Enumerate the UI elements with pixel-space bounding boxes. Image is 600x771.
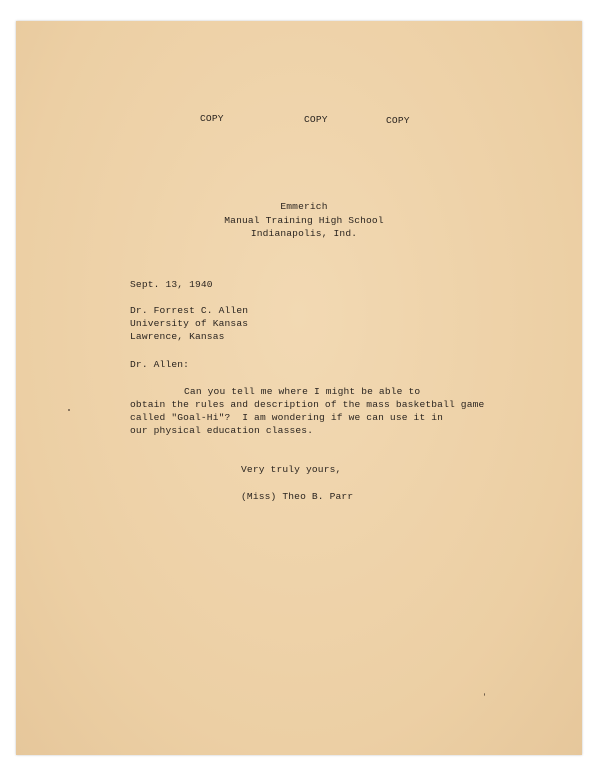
body-line-1: Can you tell me where I might be able to (184, 386, 421, 397)
body-line-4: our physical education classes. (130, 425, 314, 436)
copy-mark-3: COPY (386, 115, 410, 126)
copy-mark-2: COPY (304, 114, 328, 125)
closing: Very truly yours, (241, 464, 342, 475)
copy-mark-1: COPY (200, 113, 224, 124)
letter-page (16, 21, 582, 755)
recipient-organization: University of Kansas (130, 318, 249, 329)
recipient-city: Lawrence, Kansas (130, 331, 225, 342)
letterhead-line-3: Indianapolis, Ind. (250, 228, 358, 239)
body-line-2: obtain the rules and description of the mass basketball game (130, 399, 485, 410)
letter-date: Sept. 13, 1940 (130, 279, 213, 290)
paper-speck (68, 409, 70, 411)
salutation: Dr. Allen: (130, 359, 190, 370)
recipient-name: Dr. Forrest C. Allen (130, 305, 249, 316)
paper-speck (484, 693, 485, 696)
body-line-3: called "Goal-Hi"? I am wondering if we can use it in (130, 412, 444, 423)
letterhead-line-2: Manual Training High School (224, 215, 384, 226)
letterhead-line-1: Emmerich (280, 201, 328, 212)
signature: (Miss) Theo B. Parr (241, 491, 354, 502)
